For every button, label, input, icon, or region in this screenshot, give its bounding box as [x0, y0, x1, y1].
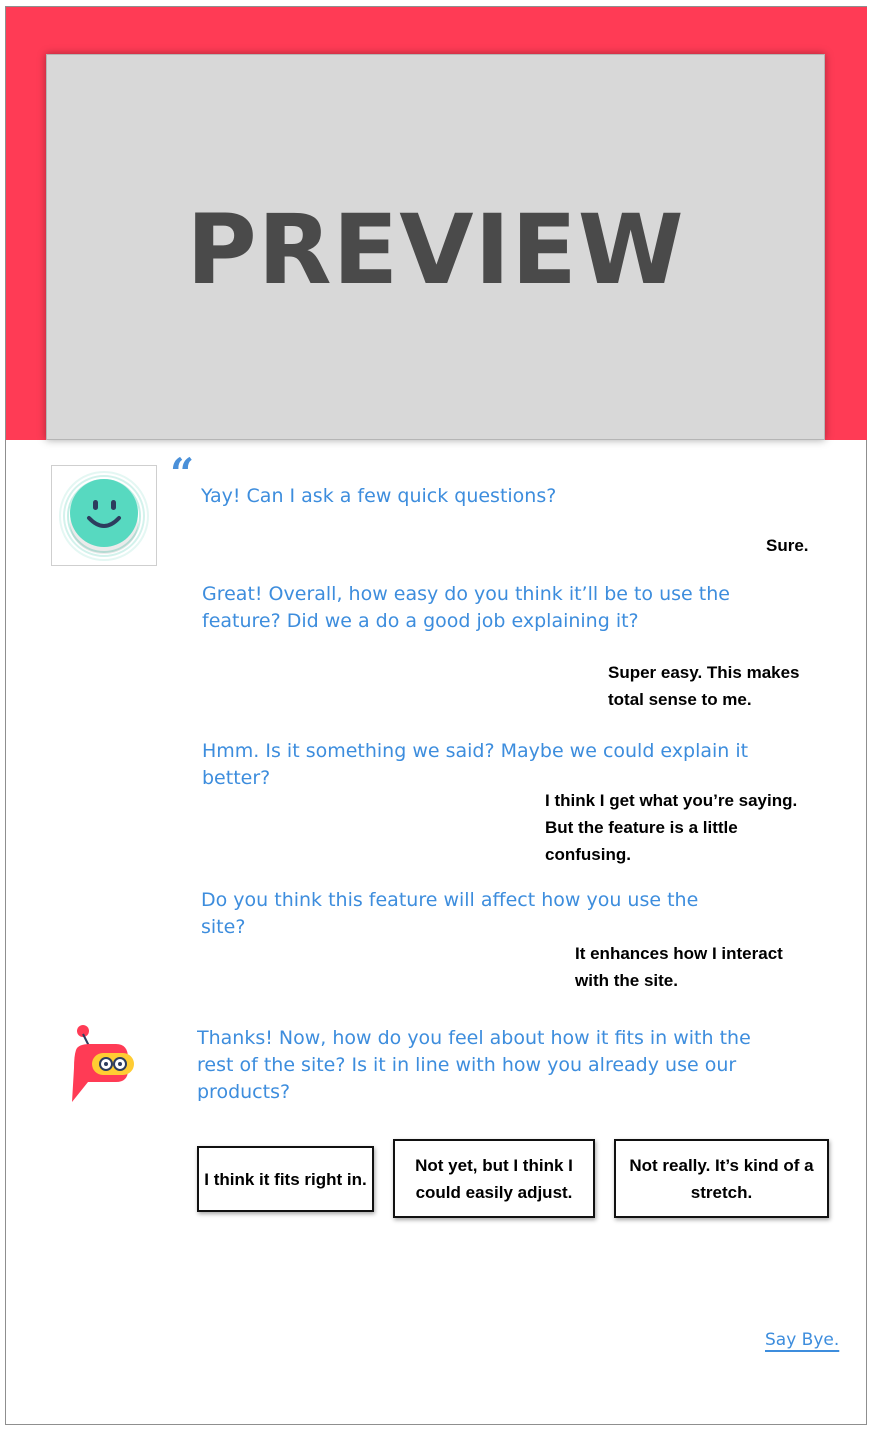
- bot-message: Hmm. Is it something we said? Maybe we could explain it better?: [202, 740, 749, 789]
- smiley-face-icon: [52, 466, 156, 565]
- user-reply: It enhances how I interact with the site.: [575, 944, 783, 990]
- bot-message: Thanks! Now, how do you feel about how it fits in with the rest of the site? Is it in line with how you already use our products?: [197, 1027, 751, 1101]
- avatar: [51, 465, 157, 566]
- say-bye-link[interactable]: Say Bye.: [765, 1330, 840, 1350]
- choice-fits-right-in-button[interactable]: I think it fits right in.: [197, 1146, 374, 1212]
- robot-mascot-icon: [68, 1022, 140, 1104]
- user-reply: Super easy. This makes total sense to me.: [608, 663, 800, 709]
- preview-label: PREVIEW: [186, 194, 685, 306]
- bot-message: Great! Overall, how easy do you think it’ll be to use the feature? Did we a do a good job explaining it?: [202, 583, 730, 632]
- quote-mark: “: [170, 449, 195, 498]
- user-reply: Sure.: [766, 536, 809, 555]
- bot-message: Yay! Can I ask a few quick questions?: [201, 485, 557, 507]
- user-reply: I think I get what you’re saying. But the feature is a little confusing.: [545, 791, 798, 864]
- bot-message: Do you think this feature will affect how you use the site?: [201, 889, 699, 938]
- robot-mascot: [68, 1022, 140, 1104]
- choice-could-adjust-button[interactable]: Not yet, but I think I could easily adjust.: [393, 1139, 595, 1218]
- choice-stretch-button[interactable]: Not really. It’s kind of a stretch.: [614, 1139, 829, 1218]
- preview-placeholder: [46, 54, 825, 440]
